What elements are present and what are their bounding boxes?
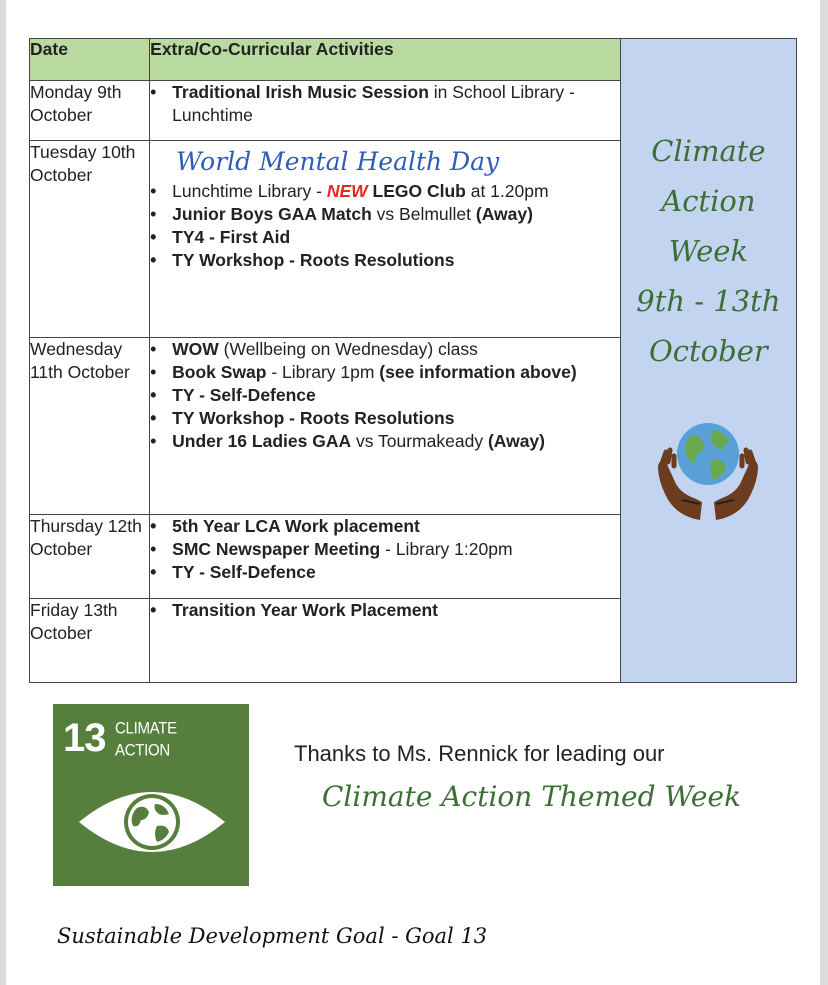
sdg-goal-caption: Sustainable Development Goal - Goal 13 <box>57 924 488 948</box>
list-item: • Under 16 Ladies GAA vs Tourmakeady (Away) <box>172 430 620 453</box>
list-item: • 5th Year LCA Work placement <box>172 515 620 538</box>
date-wednesday: Wednesday 11th October <box>30 338 150 515</box>
sdg-label: CLIMATE ACTION <box>115 719 177 760</box>
list-item: • WOW (Wellbeing on Wednesday) class <box>172 338 620 361</box>
sdg-number: 13 <box>63 716 106 760</box>
climate-week-title: Climate Action Week 9th - 13th October <box>636 134 781 368</box>
date-tuesday: Tuesday 10th October <box>30 141 150 338</box>
date-monday: Monday 9th October <box>30 81 150 141</box>
mental-health-day-banner: World Mental Health Day <box>176 147 500 176</box>
activities-friday <box>150 599 621 683</box>
theme-title: Climate Action Themed Week <box>322 780 742 813</box>
activities-tuesday <box>150 141 621 338</box>
eye-globe-icon <box>77 782 227 867</box>
header-date: Date <box>30 39 150 81</box>
climate-week-panel <box>620 39 796 683</box>
list-item: • TY - Self-Defence <box>172 561 620 584</box>
date-thursday: Thursday 12th October <box>30 515 150 599</box>
activities-table <box>29 38 797 683</box>
activities-wednesday <box>150 338 621 515</box>
thanks-text: Thanks to Ms. Rennick for leading our <box>294 741 665 766</box>
sdg-13-logo <box>53 704 249 886</box>
header-activities: Extra/Co-Curricular Activities <box>150 39 621 81</box>
globe-hands-icon <box>621 416 796 531</box>
list-item: • TY Workshop - Roots Resolutions <box>172 249 620 272</box>
date-friday: Friday 13th October <box>30 599 150 683</box>
list-item: • TY - Self-Defence <box>172 384 620 407</box>
activities-monday <box>150 81 621 141</box>
list-item: • TY Workshop - Roots Resolutions <box>172 407 620 430</box>
list-item: • Lunchtime Library - NEW LEGO Club at 1.20pm <box>172 180 620 203</box>
list-item: • TY4 - First Aid <box>172 226 620 249</box>
list-item: • Traditional Irish Music Session in School Library - Lunchtime <box>172 81 620 127</box>
list-item: • Transition Year Work Placement <box>172 599 620 622</box>
list-item: • Book Swap - Library 1pm (see information above) <box>172 361 620 384</box>
list-item: • Junior Boys GAA Match vs Belmullet (Away) <box>172 203 620 226</box>
activities-thursday <box>150 515 621 599</box>
list-item: • SMC Newspaper Meeting - Library 1:20pm <box>172 538 620 561</box>
